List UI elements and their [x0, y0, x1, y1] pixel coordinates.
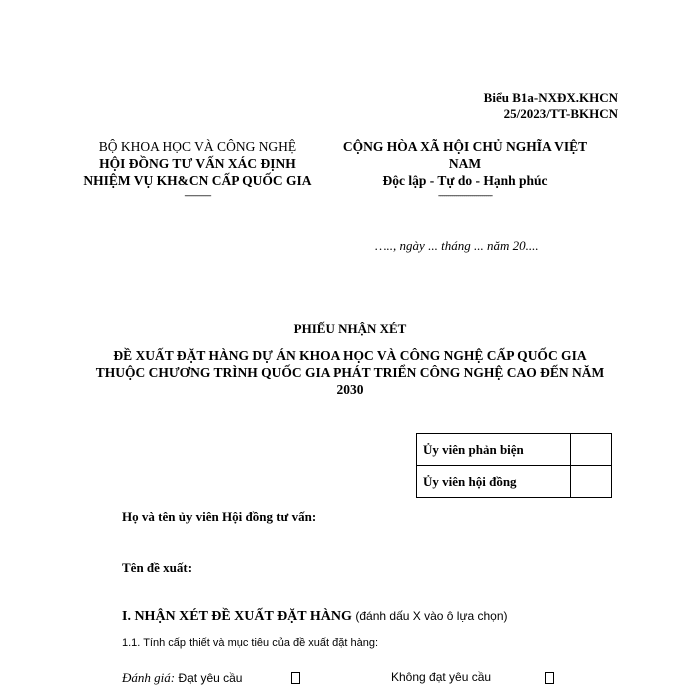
section-1-note: (đánh dấu X vào ô lựa chọn)	[355, 609, 508, 623]
evaluation-label: Đánh giá:	[122, 670, 176, 685]
right-divider: ---------------------------	[438, 190, 492, 200]
form-code	[484, 90, 618, 122]
form-code-line-1: Biểu B1a-NXĐX.KHCN	[483, 90, 618, 105]
national-header	[330, 138, 600, 201]
section-1-title: I. NHẬN XÉT ĐỀ XUẤT ĐẶT HÀNG	[122, 609, 352, 624]
fail-checkbox[interactable]	[545, 672, 554, 684]
proposal-name-field: Tên đề xuất:	[122, 560, 193, 575]
evaluation-fail	[391, 670, 491, 684]
country-name: CỘNG HÒA XÃ HỘI CHỦ NGHĨA VIỆT NAM	[342, 139, 588, 171]
document-title: PHIẾU NHẬN XÉT	[293, 321, 407, 336]
option-pass-label: Đạt yêu cầu	[178, 671, 243, 685]
ministry-name: BỘ KHOA HỌC VÀ CÔNG NGHỆ	[98, 139, 297, 154]
role-label-member: Ủy viên hội đồng	[417, 466, 571, 498]
role-row	[417, 434, 612, 466]
role-checkbox-member[interactable]	[571, 466, 612, 498]
date-line: ….., ngày ... tháng ... năm 20....	[375, 238, 539, 253]
left-divider: -------------	[184, 190, 211, 200]
option-fail-label: Không đạt yêu cầu	[391, 670, 492, 684]
member-name-field: Họ và tên ủy viên Hội đồng tư vấn:	[122, 509, 317, 524]
section-1-heading	[122, 609, 508, 625]
pass-checkbox[interactable]	[291, 672, 300, 684]
issuing-agency-header	[80, 138, 315, 201]
role-row	[417, 466, 612, 498]
form-code-line-2: 25/2023/TT-BKHCN	[503, 106, 618, 121]
national-motto: Độc lập - Tự do - Hạnh phúc	[382, 173, 548, 188]
role-label-reviewer: Ủy viên phản biện	[417, 434, 571, 466]
evaluation-pass	[122, 670, 242, 686]
role-checkbox-reviewer[interactable]	[571, 434, 612, 466]
document-subtitle: ĐỀ XUẤT ĐẶT HÀNG DỰ ÁN KHOA HỌC VÀ CÔNG NGHỆ CẤP QUỐC GIA THUỘC CHƯƠNG TRÌNH QUỐC GIA PHÁT TRIỂN CÔNG NGHỆ CAO ĐẾN NĂM 2030	[95, 348, 605, 397]
council-name: HỘI ĐỒNG TƯ VẤN XÁC ĐỊNH NHIỆM VỤ KH&CN CẤP QUỐC GIA	[83, 156, 312, 188]
role-table	[416, 433, 612, 498]
item-1-1-label: 1.1. Tính cấp thiết và mục tiêu của đề xuất đặt hàng:	[122, 637, 379, 649]
